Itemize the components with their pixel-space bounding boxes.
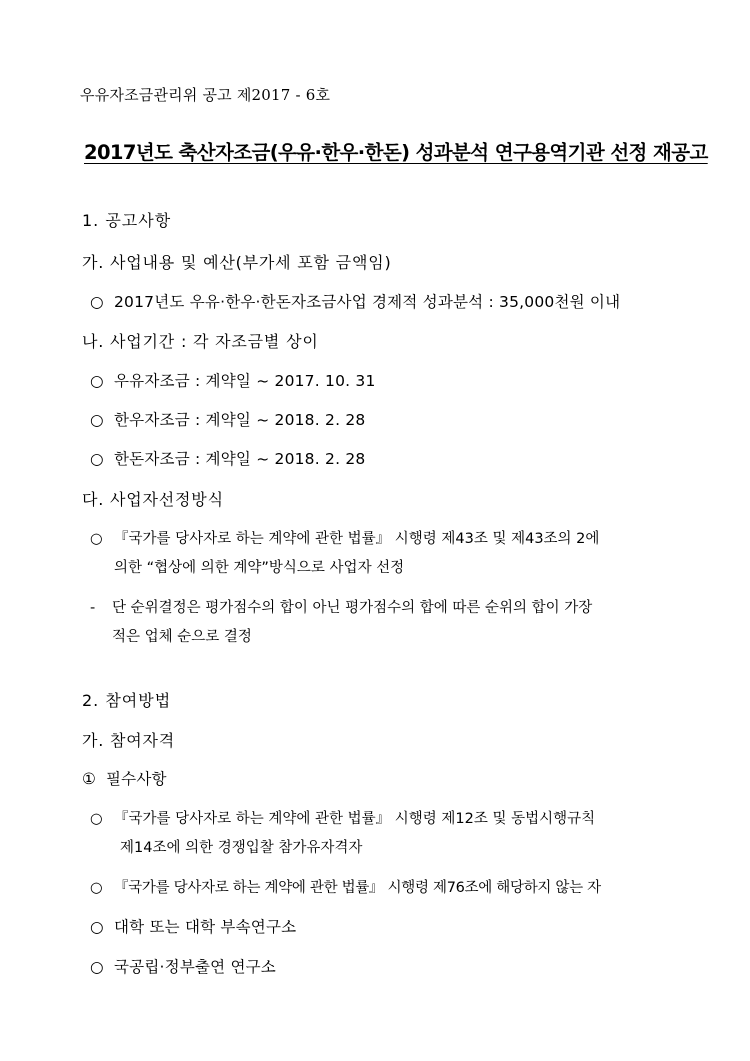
bullet-circle-icon: ○ [90,918,104,936]
item-text: 『국가를 당사자로 하는 계약에 관한 법률』 시행령 제76조에 해당하지 않는 자 [114,880,601,896]
item-continuation: 적은 업체 순으로 결정 [112,629,252,645]
bullet-circle-icon: ○ [90,372,104,390]
section-1c-heading: 다. 사업자선정방식 [82,490,224,509]
list-item [90,807,595,828]
section-1b-heading: 나. 사업기간 : 각 자조금별 상이 [82,332,319,351]
list-item [90,369,376,391]
item-continuation: 의한 “협상에 의한 계약”방식으로 사업자 선정 [114,560,405,576]
item-text: 한우자조금 : 계약일 ~ 2018. 2. 28 [114,411,366,429]
item-text: 단 순위결정은 평가점수의 합이 아닌 평가점수의 합에 따른 순위의 합이 가장 [112,600,593,616]
bullet-circle-icon: ○ [90,411,104,429]
section-1-heading: 1. 공고사항 [82,211,172,230]
item-text: 국공립·정부출연 연구소 [114,958,276,976]
section-2a-heading: 가. 참여자격 [82,731,176,750]
bullet-circle-icon: ○ [90,293,104,311]
circled-one-icon: ① [82,770,97,788]
item-text: 『국가를 당사자로 하는 계약에 관한 법률』 시행령 제43조 및 제43조의 2에 [114,531,600,547]
bullet-circle-icon: ○ [90,811,103,827]
item-text: 우유자조금 : 계약일 ~ 2017. 10. 31 [114,372,376,390]
list-item [90,447,365,469]
list-item [90,408,365,430]
item-text: 필수사항 [106,770,167,788]
list-item [90,955,276,977]
list-item [90,527,599,548]
item-text: 2017년도 우유·한우·한돈자조금사업 경제적 성과분석 : 35,000천원 이내 [114,293,621,311]
dash-item [90,596,592,617]
bullet-circle-icon: ○ [90,958,104,976]
notice-number: 우유자조금관리위 공고 제2017 - 6호 [80,86,331,104]
bullet-circle-icon: ○ [90,450,104,468]
list-item [90,915,296,937]
item-text: 대학 또는 대학 부속연구소 [114,918,297,936]
bullet-circle-icon: ○ [90,880,103,896]
bullet-circle-icon: ○ [90,531,103,547]
list-item [90,290,620,312]
dash-icon: - [90,600,96,616]
subsection-required [82,767,167,789]
item-text: 『국가를 당사자로 하는 계약에 관한 법률』 시행령 제12조 및 동법시행규칙 [114,811,596,827]
list-item [90,876,601,897]
section-1a-heading: 가. 사업내용 및 예산(부가세 포함 금액임) [82,253,392,272]
document-title: 2017년도 축산자조금(우유·한우·한돈) 성과분석 연구용역기관 선정 재공고 [84,141,708,164]
section-2-heading: 2. 참여방법 [82,691,172,710]
item-continuation: 제14조에 의한 경쟁입찰 참가유자격자 [120,840,363,856]
item-text: 한돈자조금 : 계약일 ~ 2018. 2. 28 [114,450,366,468]
